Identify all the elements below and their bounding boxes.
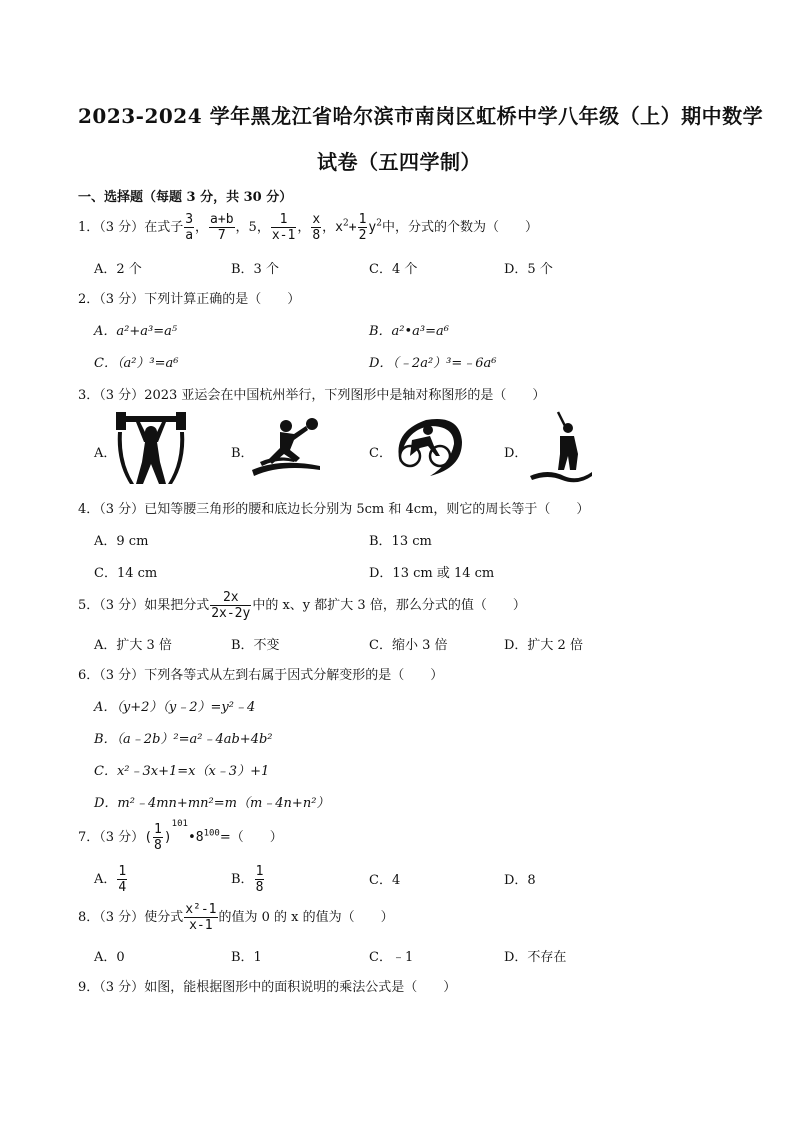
q2-option-d: D．（﹣2a²）³=﹣6a⁶ [369, 356, 497, 371]
q6-option-c: C．x²﹣3x+1=x（x﹣3）+1 [94, 764, 270, 779]
q5-option-a: A．扩大 3 倍 [94, 638, 172, 653]
section-heading: 一、选择题（每题 3 分，共 30 分） [78, 190, 293, 205]
question-9: 9．（3 分）如图，能根据图形中的面积说明的乘法公式是（ ） [78, 980, 457, 995]
q3-option-d-label: D． [504, 446, 528, 461]
fraction: $\frac{\text{x²-1}}{x-1}$ [185, 902, 217, 933]
q3-option-b-label: B． [231, 446, 254, 461]
fraction: $\frac{1}{x-1}$ [271, 212, 296, 243]
question-6: 6．（3 分）下列各等式从左到右属于因式分解变形的是（ ） [78, 668, 444, 683]
q8-option-d: D．不存在 [504, 950, 567, 965]
fraction: $\frac{a+b}{7}$ [210, 212, 234, 243]
fraction: $\frac{x}{8}$ [312, 212, 321, 243]
q2-option-c: C．（a²）³=a⁶ [94, 356, 179, 371]
q6-option-a: A．（y+2）（y﹣2）=y²﹣4 [94, 700, 256, 715]
cyclist-icon [390, 412, 466, 478]
fraction: $\frac{3}{a}$ [185, 212, 194, 243]
q7-option-d: D．8 [504, 873, 536, 888]
q4-option-b: B．13 cm [369, 534, 432, 549]
handball-player-icon [250, 414, 322, 478]
question-3: 3．（3 分）2023 亚运会在中国杭州举行，下列图形中是轴对称图形的是（ ） [78, 388, 546, 403]
q4-option-d: D．13 cm 或 14 cm [369, 566, 495, 581]
q6-option-b: B．（a﹣2b）²=a²﹣4ab+4b² [94, 732, 273, 747]
question-4: 4．（3 分）已知等腰三角形的腰和底边长分别为 5cm 和 4cm，则它的周长等于（ ） [78, 502, 590, 517]
q7-option-b: B． $\frac{1}{8}$ [231, 864, 264, 895]
q1-option-b: B．3 个 [231, 262, 279, 277]
page-title-line1: 2023-2024 学年黑龙江省哈尔滨市南岗区虹桥中学八年级（上）期中数学 [78, 104, 764, 128]
golfer-icon [528, 410, 594, 486]
question-1: 1．（3 分）在式子 $\frac{3}{a}$ ， $\frac{a+b}{7}$ ，5， $\frac{1}{x-1}$ ， $\frac{x}{8}$ ，$x^2+$ $\frac{1}{2}$ $y^2$中，分式的个数为（ ） [78, 212, 538, 243]
question-8: 8．（3 分）使分式 $\frac{\text{x²-1}}{x-1}$ 的值为 0 的 x 的值为（ ） [78, 902, 394, 933]
question-2: 2．（3 分）下列计算正确的是（ ） [78, 292, 301, 307]
q2-option-b: B．a²•a³=a⁶ [369, 324, 449, 339]
q7-option-a: A． $\frac{1}{4}$ [94, 864, 127, 895]
q8-option-c: C．﹣1 [369, 950, 414, 965]
q5-option-d: D．扩大 2 倍 [504, 638, 583, 653]
q4-option-c: C．14 cm [94, 566, 158, 581]
question-7: 7．（3 分）( $\frac{1}{8}$ )$^{101}•8^{100}=$（ ） [78, 818, 283, 853]
q5-option-b: B．不变 [231, 638, 280, 653]
q7-option-c: C．4 [369, 873, 401, 888]
q1-option-a: A．2 个 [94, 262, 142, 277]
page-title-line2: 试卷（五四学制） [317, 150, 481, 174]
fraction: $\frac{2x}{2x-2y}$ [211, 590, 251, 621]
q2-option-a: A．a²+a³=a⁵ [94, 324, 178, 339]
q8-option-b: B．1 [231, 950, 262, 965]
q6-option-d: D．m²﹣4mn+mn²=m（m﹣4n+n²） [94, 796, 330, 811]
q3-option-c-label: C． [369, 446, 392, 461]
question-5: 5．（3 分）如果把分式 $\frac{2x}{2x-2y}$ 中的 x、y 都扩大 3 倍，那么分式的值（ ） [78, 590, 526, 621]
q5-option-c: C．缩小 3 倍 [369, 638, 448, 653]
weightlifter-icon [114, 412, 188, 486]
fraction: $\frac{1}{8}$ [255, 864, 264, 895]
q1-option-d: D．5 个 [504, 262, 553, 277]
q4-option-a: A．9 cm [94, 534, 149, 549]
fraction: $\frac{1}{8}$ [154, 822, 162, 853]
q8-option-a: A．0 [94, 950, 125, 965]
q3-option-a-label: A． [94, 446, 117, 461]
fraction: $\frac{1}{4}$ [118, 864, 127, 895]
fraction: $\frac{1}{2}$ [358, 212, 367, 243]
q1-option-c: C．4 个 [369, 262, 418, 277]
